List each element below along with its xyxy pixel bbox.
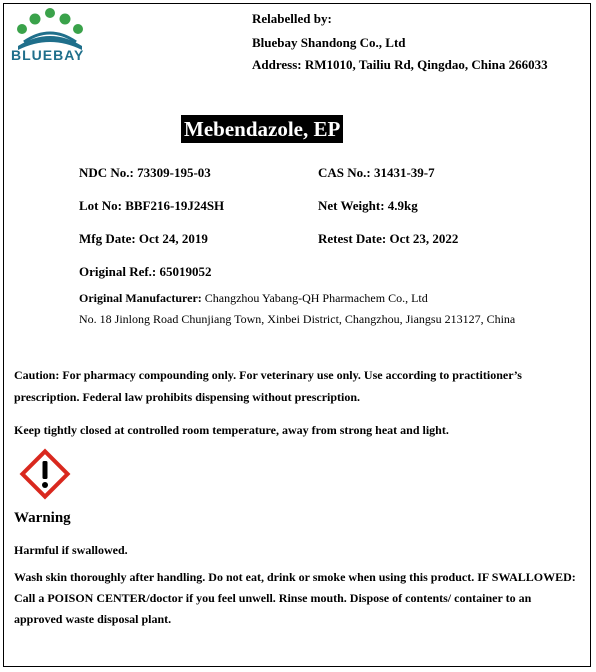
cas-number: CAS No.: 31431-39-7 [318,165,435,180]
net-weight: Net Weight: 4.9kg [318,198,418,213]
manufacturer-line [79,291,428,306]
manufacturer-address: No. 18 Jinlong Road Chunjiang Town, Xinbei District, Changzhou, Jiangsu 213127, China [79,312,516,326]
precaution-line-1: Wash skin thoroughly after handling. Do not eat, drink or smoke when using this product. IF SWALLOWED: [14,570,576,584]
caution-line-2: prescription. Federal law prohibits dispensing without prescription. [14,390,361,404]
product-title: Mebendazole, EP [181,115,343,143]
relabeller-company: Bluebay Shandong Co., Ltd [252,35,406,50]
hazard-statement: Harmful if swallowed. [14,543,128,557]
label-frame [3,3,591,667]
mfg-date: Mfg Date: Oct 24, 2019 [79,231,208,246]
lot-number: Lot No: BBF216-19J24SH [79,198,225,213]
storage-instructions: Keep tightly closed at controlled room temperature, away from strong heat and light. [14,423,449,437]
signal-word: Warning [14,510,71,526]
original-ref: Original Ref.: 65019052 [79,264,212,279]
caution-line-1: Caution: For pharmacy compounding only. For veterinary use only. Use according to practitioner’s [14,368,522,382]
retest-date: Retest Date: Oct 23, 2022 [318,231,459,246]
exclamation-hazard-icon [18,447,72,501]
logo-text: BLUEBAY [11,47,85,63]
relabeller-address: Address: RM1010, Tailiu Rd, Qingdao, China 266033 [252,57,548,72]
ndc-number: NDC No.: 73309-195-03 [79,165,211,180]
precaution-line-3: approved waste disposal plant. [14,612,172,626]
manufacturer-name: Changzhou Yabang-QH Pharmachem Co., Ltd [201,291,428,305]
manufacturer-label: Original Manufacturer: [79,291,202,305]
relabelled-heading: Relabelled by: [252,11,332,26]
precaution-line-2: Call a POISON CENTER/doctor if you feel unwell. Rinse mouth. Dispose of contents/ container to an [14,591,532,605]
